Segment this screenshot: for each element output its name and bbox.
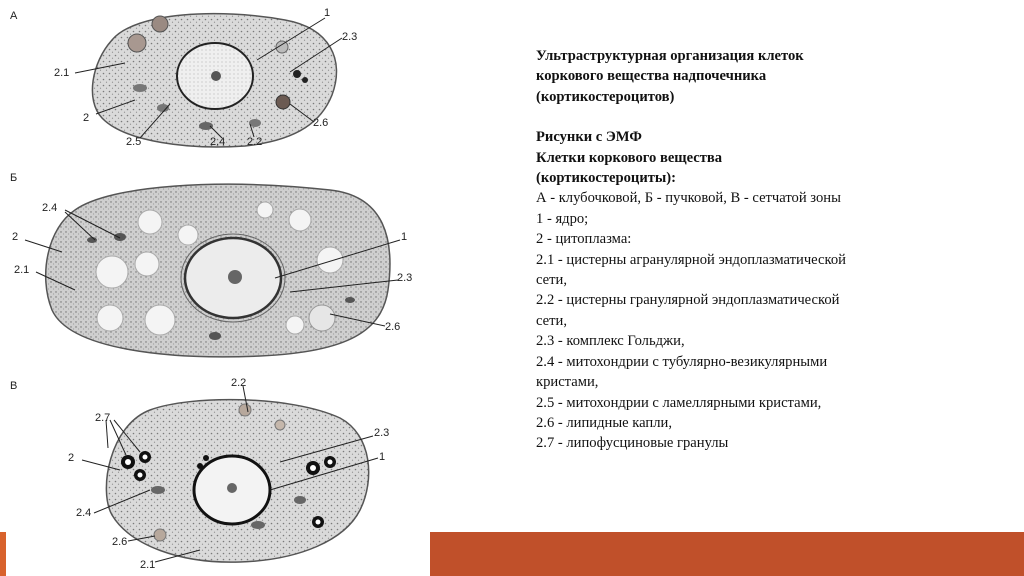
callout-label: 2.3 xyxy=(397,272,413,284)
accent-bar-left xyxy=(0,532,6,576)
legend-line: 2 - цитоплазма: xyxy=(536,231,632,248)
callout-label: 2.1 xyxy=(14,264,30,276)
callout-label: 2.1 xyxy=(54,67,70,79)
cell-a xyxy=(75,14,342,147)
slide-subtitle xyxy=(536,127,926,188)
legend-line: 2.6 - липидные капли, xyxy=(536,414,672,431)
title-line: коркового вещества надпочечника xyxy=(536,68,767,85)
subtitle-line: (кортикостероциты): xyxy=(536,170,677,187)
accent-bar-right xyxy=(430,532,1024,576)
legend-list xyxy=(536,188,926,453)
callout-label: 2.6 xyxy=(313,117,329,129)
callout-label: 1 xyxy=(401,231,408,243)
callout-label: 1 xyxy=(379,451,386,463)
callout-label: 2.2 xyxy=(247,136,263,148)
legend-line: 2.4 - митохондрии с тубулярно-везикулярными xyxy=(536,353,828,370)
callout-label: 2.4 xyxy=(42,202,58,214)
cell-b xyxy=(25,184,400,357)
legend-line: кристами, xyxy=(536,374,599,391)
legend-line: сети, xyxy=(536,312,567,329)
callout-label: 2.6 xyxy=(112,536,128,548)
panel-letter-a: А xyxy=(10,10,18,22)
callout-label: 2.7 xyxy=(95,412,111,424)
callout-label: 2.2 xyxy=(231,377,247,389)
legend-line: 2.1 - цистерны агранулярной эндоплазматической xyxy=(536,251,846,268)
callout-label: 2.4 xyxy=(76,507,92,519)
callout-label: 2.3 xyxy=(374,427,390,439)
legend-line: 2.5 - митохондрии с ламеллярными кристами, xyxy=(536,394,822,411)
subtitle-line: Клетки коркового вещества xyxy=(536,149,723,166)
callout-label: 2.5 xyxy=(126,136,142,148)
cell-drawings xyxy=(0,0,430,576)
slide-title xyxy=(536,46,926,107)
title-line: Ультраструктурная организация клеток xyxy=(536,48,804,64)
legend-line: 1 - ядро; xyxy=(536,210,589,227)
callout-label: 2 xyxy=(68,452,75,464)
title-line: (кортикостероцитов) xyxy=(536,88,675,105)
callout-label: 2.1 xyxy=(140,559,156,571)
callout-label: 2.3 xyxy=(342,31,358,43)
callout-label: 2 xyxy=(83,112,90,124)
subtitle-line: Рисунки с ЭМФ xyxy=(536,129,642,146)
legend-line: 2.7 - липофусциновые гранулы xyxy=(536,435,729,452)
callout-label: 2.4 xyxy=(210,136,226,148)
legend-line: А - клубочковой, Б - пучковой, В - сетчатой зоны xyxy=(536,190,841,207)
micrograph-figure xyxy=(0,0,430,576)
slide-text xyxy=(536,46,926,454)
panel-letter-b: Б xyxy=(10,172,18,184)
callout-label: 1 xyxy=(324,7,331,19)
legend-line: сети, xyxy=(536,272,567,289)
legend-line: 2.3 - комплекс Гольджи, xyxy=(536,333,685,350)
panel-letter-c: В xyxy=(10,380,18,392)
callout-label: 2 xyxy=(12,231,19,243)
legend-line: 2.2 - цистерны гранулярной эндоплазматической xyxy=(536,292,840,309)
callout-label: 2.6 xyxy=(385,321,401,333)
